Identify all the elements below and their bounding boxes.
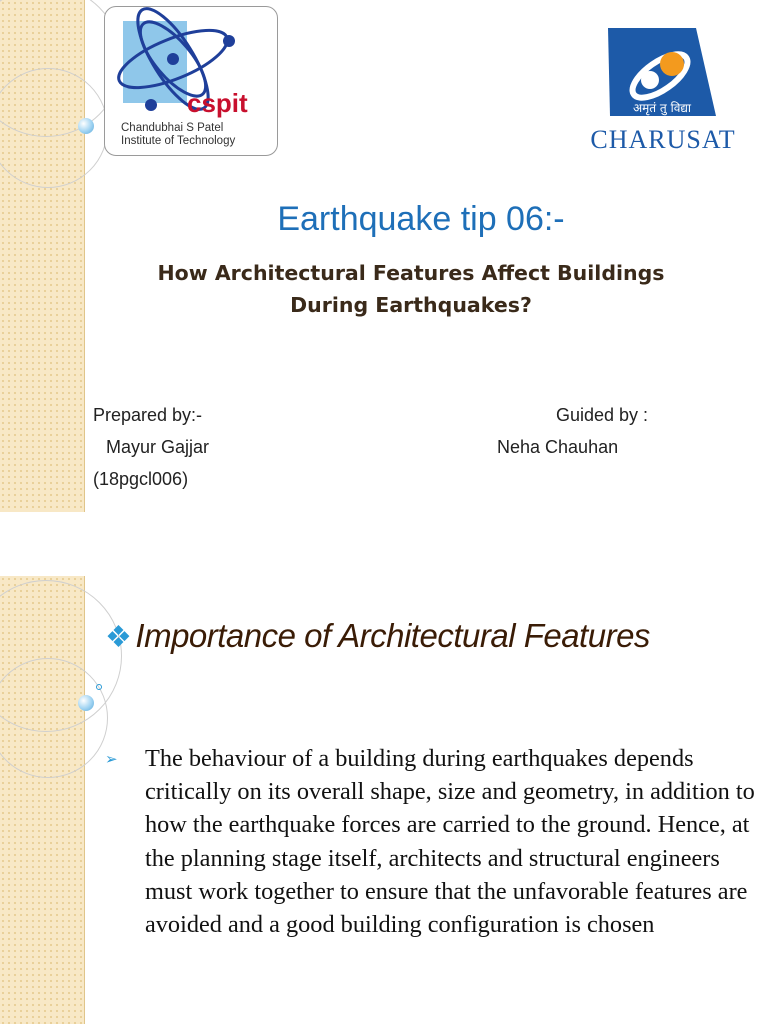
cspit-caption [121,122,235,148]
subtitle-line-2: During Earthquakes? [290,293,532,317]
charusat-logo-icon [568,24,758,154]
atom-icon [105,7,277,127]
guided-by-name: Neha Chauhan [497,437,619,457]
small-circle-icon [96,684,102,690]
decorative-bead [78,118,94,134]
svg-text:CHARUSAT: CHARUSAT [590,125,736,154]
svg-text:अमृतं तु विद्या: अमृतं तु विद्या [632,101,692,115]
slide-title: Earthquake tip 06:- [277,200,565,238]
section-heading [105,617,650,655]
cspit-caption-line1: Chandubhai S Patel [121,122,224,134]
bullet-paragraph: The behaviour of a building during earthquakes depends critically on its overall shape, size and geometry, in addition to how the earthquake forces are carried to the ground. Hence, at the planning stage itself, architects and structural engineers must work together to ensure that the unfavorable features are avoided and a good building configuration is chosen [145,745,755,939]
guided-by-label: Guided by : [556,405,649,425]
prepared-by-label: Prepared by:- [93,405,203,425]
svg-text:cspit: cspit [187,88,248,118]
section-heading-text: Importance of Architectural Features [135,617,650,654]
decorative-ring [0,658,108,778]
prepared-by-name: Mayur Gajjar [106,437,210,457]
slide-gap [0,512,768,576]
arrow-bullet-icon: ➢ [105,751,118,768]
decorative-bead [78,695,94,711]
cspit-caption-line2: Institute of Technology [121,135,236,147]
diamond-bullet-icon: ❖ [105,621,132,654]
prepared-by-id: (18pgcl006) [93,469,189,489]
subtitle-line-1: How Architectural Features Affect Buildings [157,261,665,285]
slide-subtitle [105,257,717,321]
